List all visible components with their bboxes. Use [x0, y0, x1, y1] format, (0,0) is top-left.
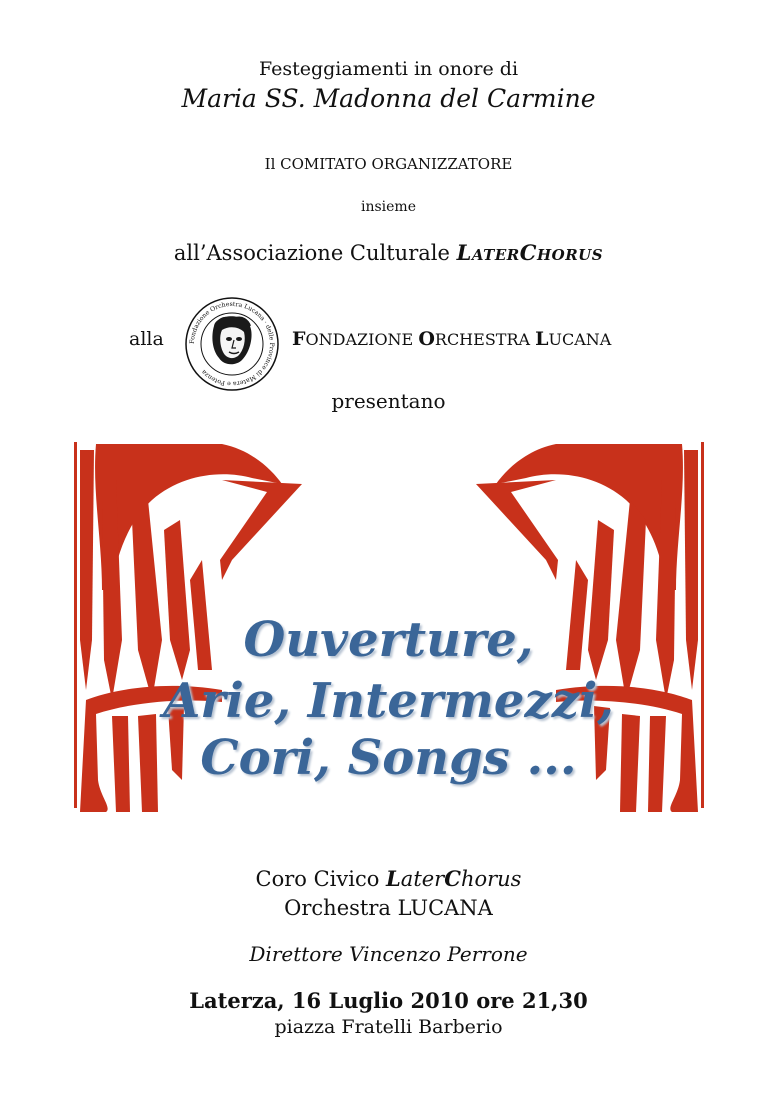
- event-venue: piazza Fratelli Barberio: [274, 1016, 503, 1038]
- choir-name: Coro Civico LaterChorus: [255, 866, 522, 891]
- conductor-name: Direttore Vincenzo Perrone: [249, 942, 528, 966]
- association-line: [0, 240, 777, 265]
- association-prefix: all’Associazione Culturale: [173, 241, 457, 265]
- logo-ring-text: Fondazione Orchestra Lucana · delle Province di Matera e Potenza: [188, 300, 276, 388]
- orchestra-name: Orchestra LUCANA: [284, 896, 493, 920]
- alla-text: alla: [129, 328, 164, 350]
- event-date-time: Laterza, 16 Luglio 2010 ore 21,30: [189, 988, 588, 1013]
- association-brand: LATERCHORUS: [456, 240, 604, 265]
- orchestra-logo: [184, 296, 280, 392]
- program-title-line2: Arie, Intermezzi,: [163, 673, 614, 729]
- together-text: insieme: [360, 199, 416, 215]
- presenting-text: presentano: [331, 389, 446, 413]
- orchestra-foundation-name: FONDAZIONE ORCHESTRA LUCANA: [292, 328, 612, 350]
- committee-heading: Il COMITATO ORGANIZZATORE: [264, 155, 513, 173]
- program-title-line3: Cori, Songs ...: [200, 730, 577, 786]
- event-occasion: Festeggiamenti in onore di: [258, 58, 519, 80]
- festivity-name: Maria SS. Madonna del Carmine: [181, 84, 596, 113]
- program-title-line1: Ouverture,: [243, 612, 534, 668]
